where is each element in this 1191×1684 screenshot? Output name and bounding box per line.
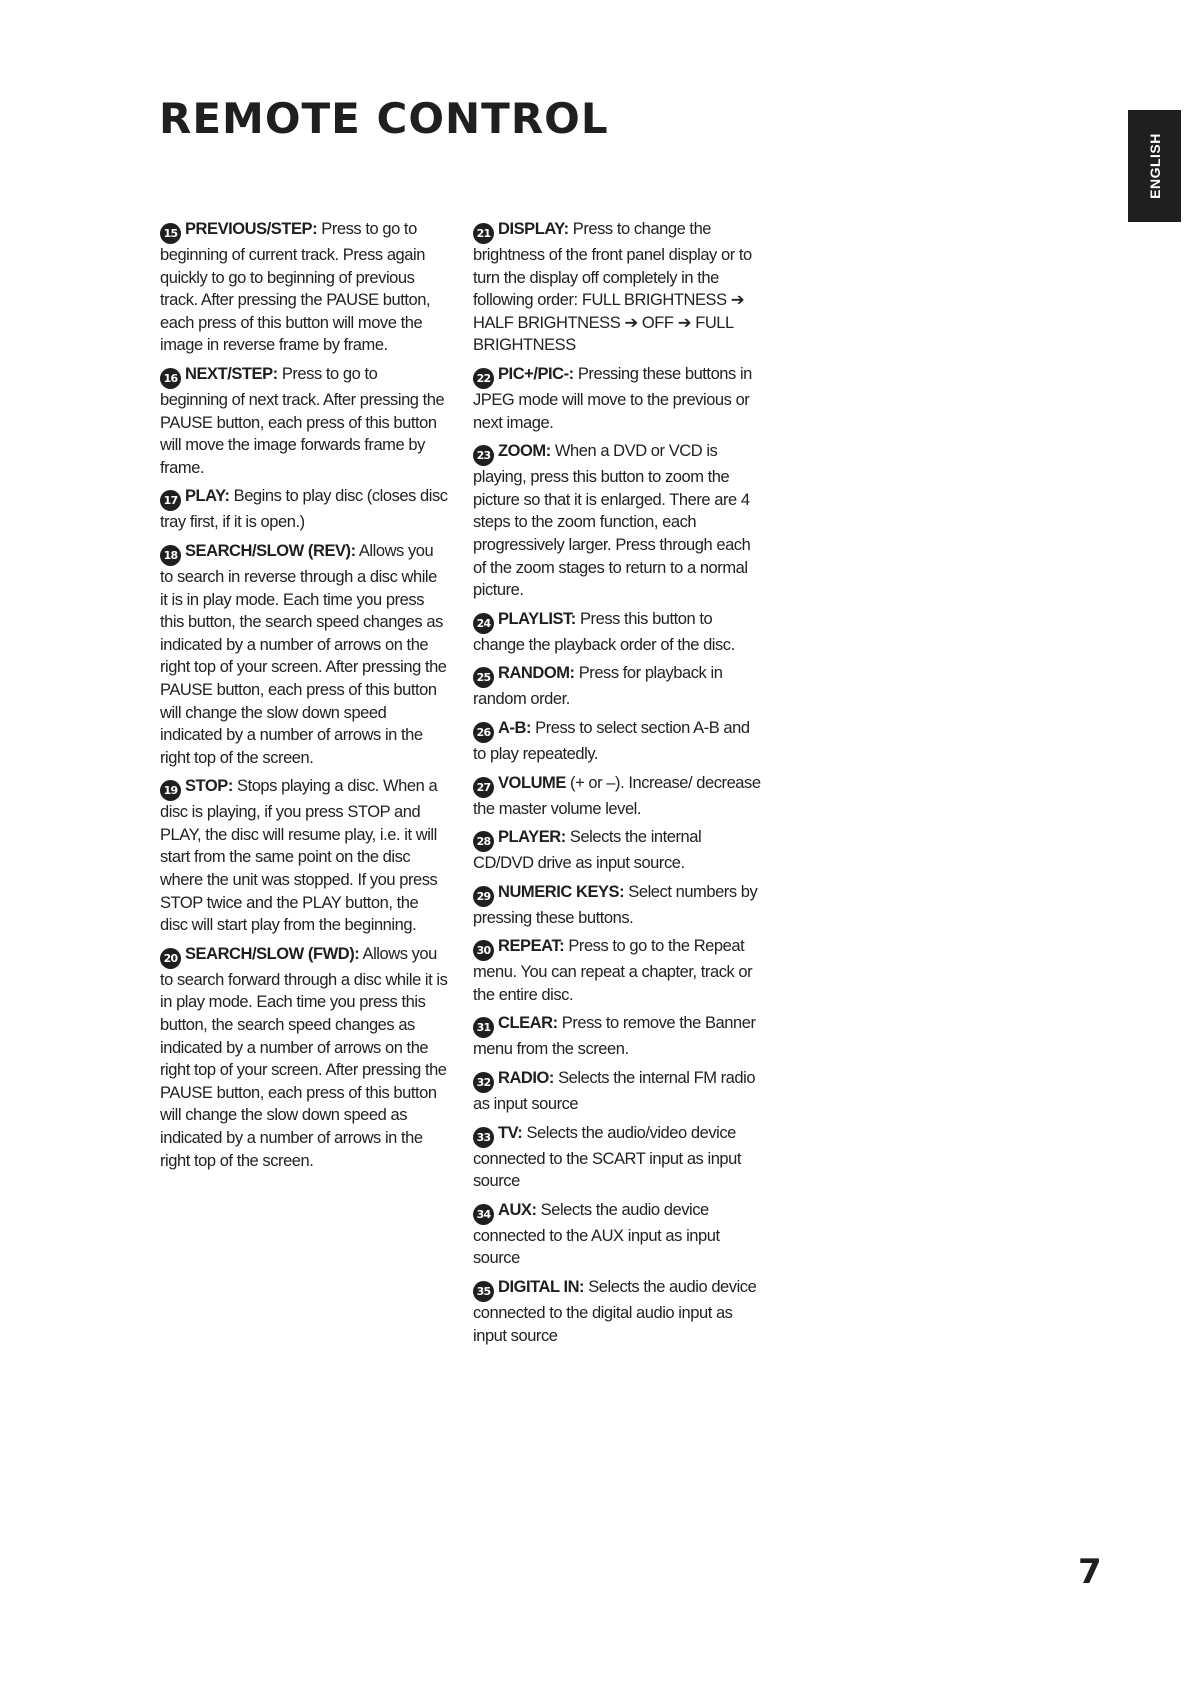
entry-label: DIGITAL IN: bbox=[498, 1278, 585, 1297]
entry-label: NEXT/STEP: bbox=[185, 364, 278, 383]
entry-description: Press this button to change the playback order of the disc. bbox=[473, 609, 735, 654]
entry-description: Press for playback in random order. bbox=[473, 664, 723, 709]
entry-label: REPEAT: bbox=[498, 937, 565, 956]
entry-description: Press to change the brightness of the front panel display or to turn the display off completely in the following order: FULL BRIGHTNESS ➔ HALF BRIGHTNESS ➔ OFF ➔ FULL BRIGHTNESS bbox=[473, 220, 752, 355]
entry-description: Stops playing a disc. When a disc is playing, if you press STOP and PLAY, the disc will resume play, i.e. it will start from the same point on the disc where the unit was stopped. If you press STOP twice and the PLAY button, the disc will start play from the beginning. bbox=[160, 777, 438, 935]
entry-number-badge: 25 bbox=[473, 667, 494, 688]
remote-entry bbox=[160, 540, 448, 769]
entry-number-badge: 27 bbox=[473, 777, 494, 798]
entry-number-badge: 34 bbox=[473, 1204, 494, 1225]
entry-number-badge: 32 bbox=[473, 1072, 494, 1093]
entry-label: PLAY: bbox=[185, 487, 230, 506]
entry-description: Selects the audio/video device connected to the SCART input as input source bbox=[473, 1123, 742, 1191]
entry-label: RANDOM: bbox=[498, 664, 575, 683]
page-title: REMOTE CONTROL bbox=[159, 94, 609, 143]
remote-entry bbox=[473, 440, 761, 602]
remote-entry bbox=[473, 1012, 761, 1061]
entry-label: NUMERIC KEYS: bbox=[498, 882, 625, 901]
entry-number-badge: 35 bbox=[473, 1281, 494, 1302]
entry-label: CLEAR: bbox=[498, 1014, 558, 1033]
remote-entry bbox=[473, 826, 761, 875]
remote-entry bbox=[473, 1276, 761, 1347]
remote-entry bbox=[473, 1067, 761, 1116]
page-number: 7 bbox=[1078, 1552, 1102, 1592]
right-column bbox=[473, 218, 761, 1353]
entry-label: RADIO: bbox=[498, 1069, 554, 1088]
entry-label: STOP: bbox=[185, 777, 233, 796]
entry-number-badge: 22 bbox=[473, 368, 494, 389]
entry-description: (+ or –). Increase/ decrease the master volume level. bbox=[473, 773, 761, 818]
remote-entry bbox=[160, 363, 448, 479]
entry-label: VOLUME bbox=[498, 773, 566, 792]
remote-entry bbox=[473, 1199, 761, 1270]
entry-number-badge: 16 bbox=[160, 368, 181, 389]
entry-number-badge: 26 bbox=[473, 722, 494, 743]
entry-label: TV: bbox=[498, 1123, 523, 1142]
entry-description: Press to remove the Banner menu from the screen. bbox=[473, 1014, 756, 1059]
remote-entry bbox=[473, 363, 761, 434]
remote-entry bbox=[473, 218, 761, 357]
entry-label: DISPLAY: bbox=[498, 220, 569, 238]
entry-description: Press to go to beginning of current track. Press again quickly to go to beginning of previous track. After pressing the PAUSE button, each press of this button will move the image in reverse frame by frame. bbox=[160, 220, 431, 355]
entry-number-badge: 18 bbox=[160, 545, 181, 566]
remote-entry bbox=[160, 218, 448, 357]
entry-number-badge: 24 bbox=[473, 613, 494, 634]
entry-number-badge: 31 bbox=[473, 1017, 494, 1038]
remote-entry bbox=[473, 717, 761, 766]
entry-description: Allows you to search forward through a disc while it is in play mode. Each time you press this button, the search speed changes as indicated by a number of arrows on the right top of your screen. After pressing the PAUSE button, each press of this button will change the slow down speed as indicated by a number of arrows in the right top of the screen. bbox=[160, 944, 448, 1170]
entry-description: Allows you to search in reverse through a disc while it is in play mode. Each time you press this button, the search speed changes as indicated by a number of arrows on the right top of your screen. After pressing the PAUSE button, each press of this button will change the slow down speed indicated by a number of arrows in the right top of the screen. bbox=[160, 541, 447, 767]
remote-entry bbox=[473, 772, 761, 821]
entry-label: PLAYER: bbox=[498, 828, 566, 847]
entry-number-badge: 23 bbox=[473, 445, 494, 466]
left-column bbox=[160, 218, 448, 1178]
entry-description: Begins to play disc (closes disc tray first, if it is open.) bbox=[160, 487, 448, 532]
entry-label: PLAYLIST: bbox=[498, 609, 576, 628]
entry-number-badge: 33 bbox=[473, 1127, 494, 1148]
entry-label: AUX: bbox=[498, 1200, 537, 1219]
entry-description: Press to go to beginning of next track. After pressing the PAUSE button, each press of this button will move the image forwards frame by frame. bbox=[160, 364, 445, 477]
entry-number-badge: 30 bbox=[473, 940, 494, 961]
entry-number-badge: 17 bbox=[160, 490, 181, 511]
entry-description: Selects the internal CD/DVD drive as input source. bbox=[473, 828, 702, 873]
remote-entry bbox=[473, 662, 761, 711]
remote-entry bbox=[473, 1122, 761, 1193]
entry-description: Pressing these buttons in JPEG mode will move to the previous or next image. bbox=[473, 364, 752, 432]
entry-label: SEARCH/SLOW (REV): bbox=[185, 541, 356, 560]
remote-entry bbox=[473, 935, 761, 1006]
language-tab bbox=[1128, 110, 1181, 222]
remote-entry bbox=[160, 943, 448, 1172]
entry-description: Press to select section A-B and to play repeatedly. bbox=[473, 718, 750, 763]
entry-description: Selects the audio device connected to the AUX input as input source bbox=[473, 1200, 720, 1268]
entry-number-badge: 28 bbox=[473, 831, 494, 852]
remote-entry bbox=[160, 775, 448, 937]
language-tab-label: ENGLISH bbox=[1146, 133, 1163, 199]
entry-label: ZOOM: bbox=[498, 442, 551, 461]
entry-label: SEARCH/SLOW (FWD): bbox=[185, 944, 360, 963]
entry-label: PREVIOUS/STEP: bbox=[185, 220, 318, 238]
entry-number-badge: 29 bbox=[473, 886, 494, 907]
entry-number-badge: 15 bbox=[160, 223, 181, 244]
entry-label: PIC+/PIC-: bbox=[498, 364, 574, 383]
remote-entry bbox=[473, 881, 761, 930]
entry-description: Press to go to the Repeat menu. You can repeat a chapter, track or the entire disc. bbox=[473, 937, 753, 1004]
entry-description: Select numbers by pressing these buttons. bbox=[473, 882, 758, 927]
entry-label: A-B: bbox=[498, 718, 532, 737]
entry-number-badge: 20 bbox=[160, 948, 181, 969]
entry-number-badge: 19 bbox=[160, 780, 181, 801]
entry-description: Selects the internal FM radio as input source bbox=[473, 1069, 756, 1114]
remote-entry bbox=[160, 485, 448, 534]
remote-entry bbox=[473, 608, 761, 657]
entry-description: Selects the audio device connected to the digital audio input as input source bbox=[473, 1278, 757, 1345]
entry-number-badge: 21 bbox=[473, 223, 494, 244]
entry-description: When a DVD or VCD is playing, press this button to zoom the picture so that it is enlarged. There are 4 steps to the zoom function, each progressively larger. Press through each of the zoom stages to return to a normal picture. bbox=[473, 442, 751, 600]
